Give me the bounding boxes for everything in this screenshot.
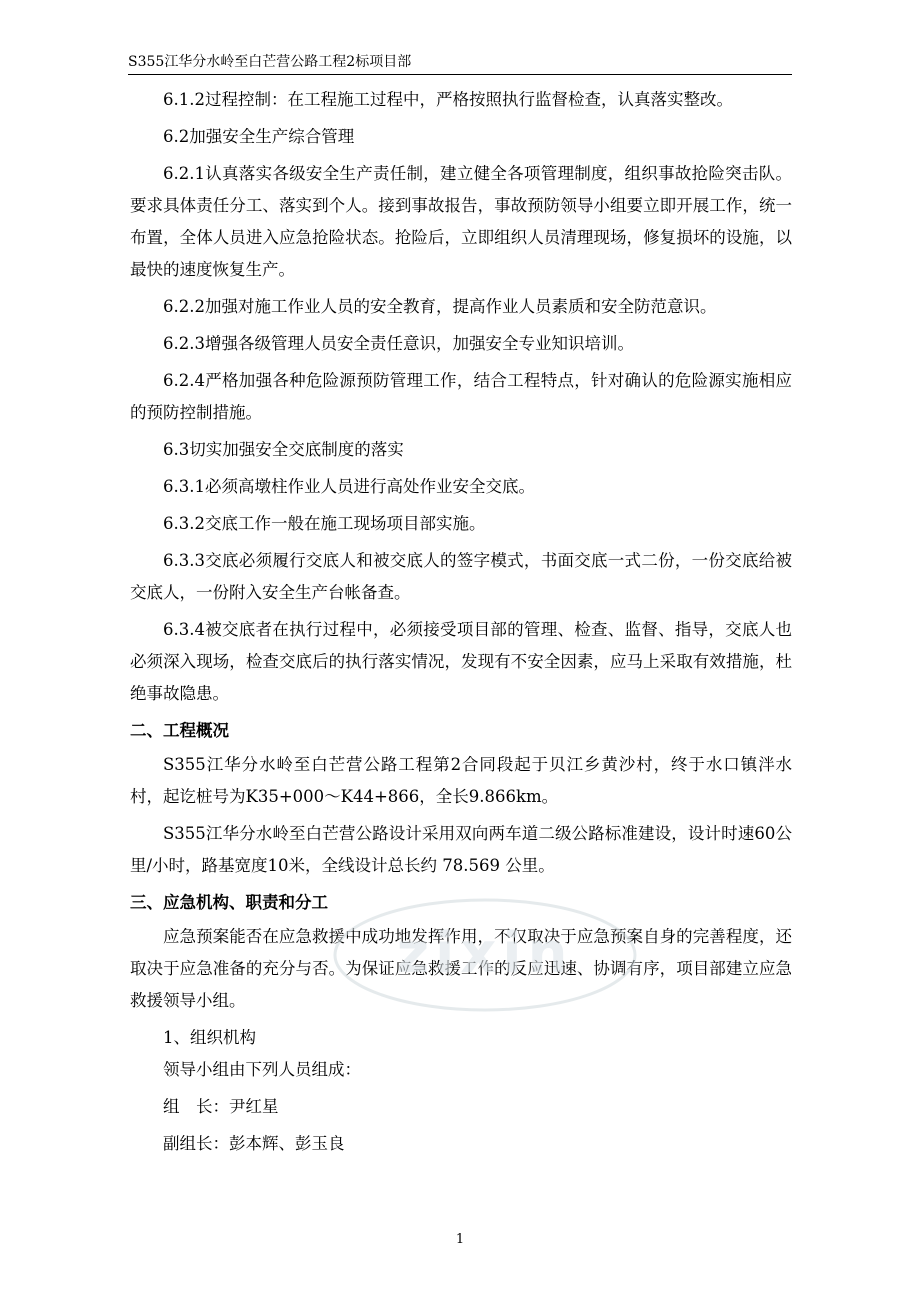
- paragraph: 6.2.3增强各级管理人员安全责任意识，加强安全专业知识培训。: [163, 334, 634, 353]
- paragraph: 6.2加强安全生产综合管理: [163, 127, 355, 146]
- paragraph: 应急预案能否在应急救援中成功地发挥作用，不仅取决于应急预案自身的完善程度，还取决于应急准备的充分与否。为保证应急救援工作的反应迅速、协调有序，项目部建立应急救援领导小组。: [130, 927, 792, 1010]
- paragraph: 6.2.4严格加强各种危险源预防管理工作，结合工程特点，针对确认的危险源实施相应的预防控制措施。: [130, 371, 792, 422]
- paragraph: 领导小组由下列人员组成：: [163, 1060, 361, 1079]
- paragraph: 6.3.3交底必须履行交底人和被交底人的签字模式，书面交底一式二份，一份交底给被交底人，一份附入安全生产台帐备查。: [130, 551, 792, 602]
- paragraph: 6.3切实加强安全交底制度的落实: [163, 440, 404, 459]
- paragraph: 6.3.1必须高墩柱作业人员进行高处作业安全交底。: [163, 477, 535, 496]
- paragraph: 6.3.4被交底者在执行过程中，必须接受项目部的管理、检查、监督、指导，交底人也必须深入现场，检查交底后的执行落实情况，发现有不安全因素，应马上采取有效措施，杜绝事故隐患。: [130, 620, 792, 703]
- paragraph: 副组长：彭本辉、彭玉良: [163, 1134, 345, 1153]
- section-heading: 三、应急机构、职责和分工: [130, 893, 328, 912]
- paragraph: S355江华分水岭至白芒营公路工程第2合同段起于贝江乡黄沙村，终于水口镇泮水村，起讫桩号为K35+000～K44+866，全长9.866km。: [130, 755, 792, 806]
- section-heading: 二、工程概况: [130, 721, 229, 740]
- paragraph: 6.2.1认真落实各级安全生产责任制，建立健全各项管理制度，组织事故抢险突击队。要求具体责任分工、落实到个人。接到事故报告，事故预防领导小组要立即开展工作，统一布置，全体人员进入应急抢险状态。抢险后，立即组织人员清理现场，修复损坏的设施，以最快的速度恢复生产。: [130, 164, 792, 279]
- paragraph: 组 长：尹红星: [163, 1097, 279, 1116]
- page-number: 1: [455, 1232, 465, 1247]
- document-body: [130, 84, 792, 1165]
- svg-text:zixin: zixin: [396, 921, 574, 986]
- header-rule: [128, 74, 792, 75]
- paragraph: 6.3.2交底工作一般在施工现场项目部实施。: [163, 514, 486, 533]
- paragraph: 6.2.2加强对施工作业人员的安全教育，提高作业人员素质和安全防范意识。: [163, 297, 717, 316]
- paragraph: S355江华分水岭至白芒营公路设计采用双向两车道二级公路标准建设，设计时速60公里/小时，路基宽度10米，全线设计总长约 78.569 公里。: [130, 824, 792, 875]
- paragraph: 1、组织机构: [163, 1028, 256, 1047]
- page-header: S355江华分水岭至白芒营公路工程2标项目部: [128, 54, 412, 70]
- paragraph: 6.1.2过程控制：在工程施工过程中，严格按照执行监督检查，认真落实整改。: [163, 90, 733, 109]
